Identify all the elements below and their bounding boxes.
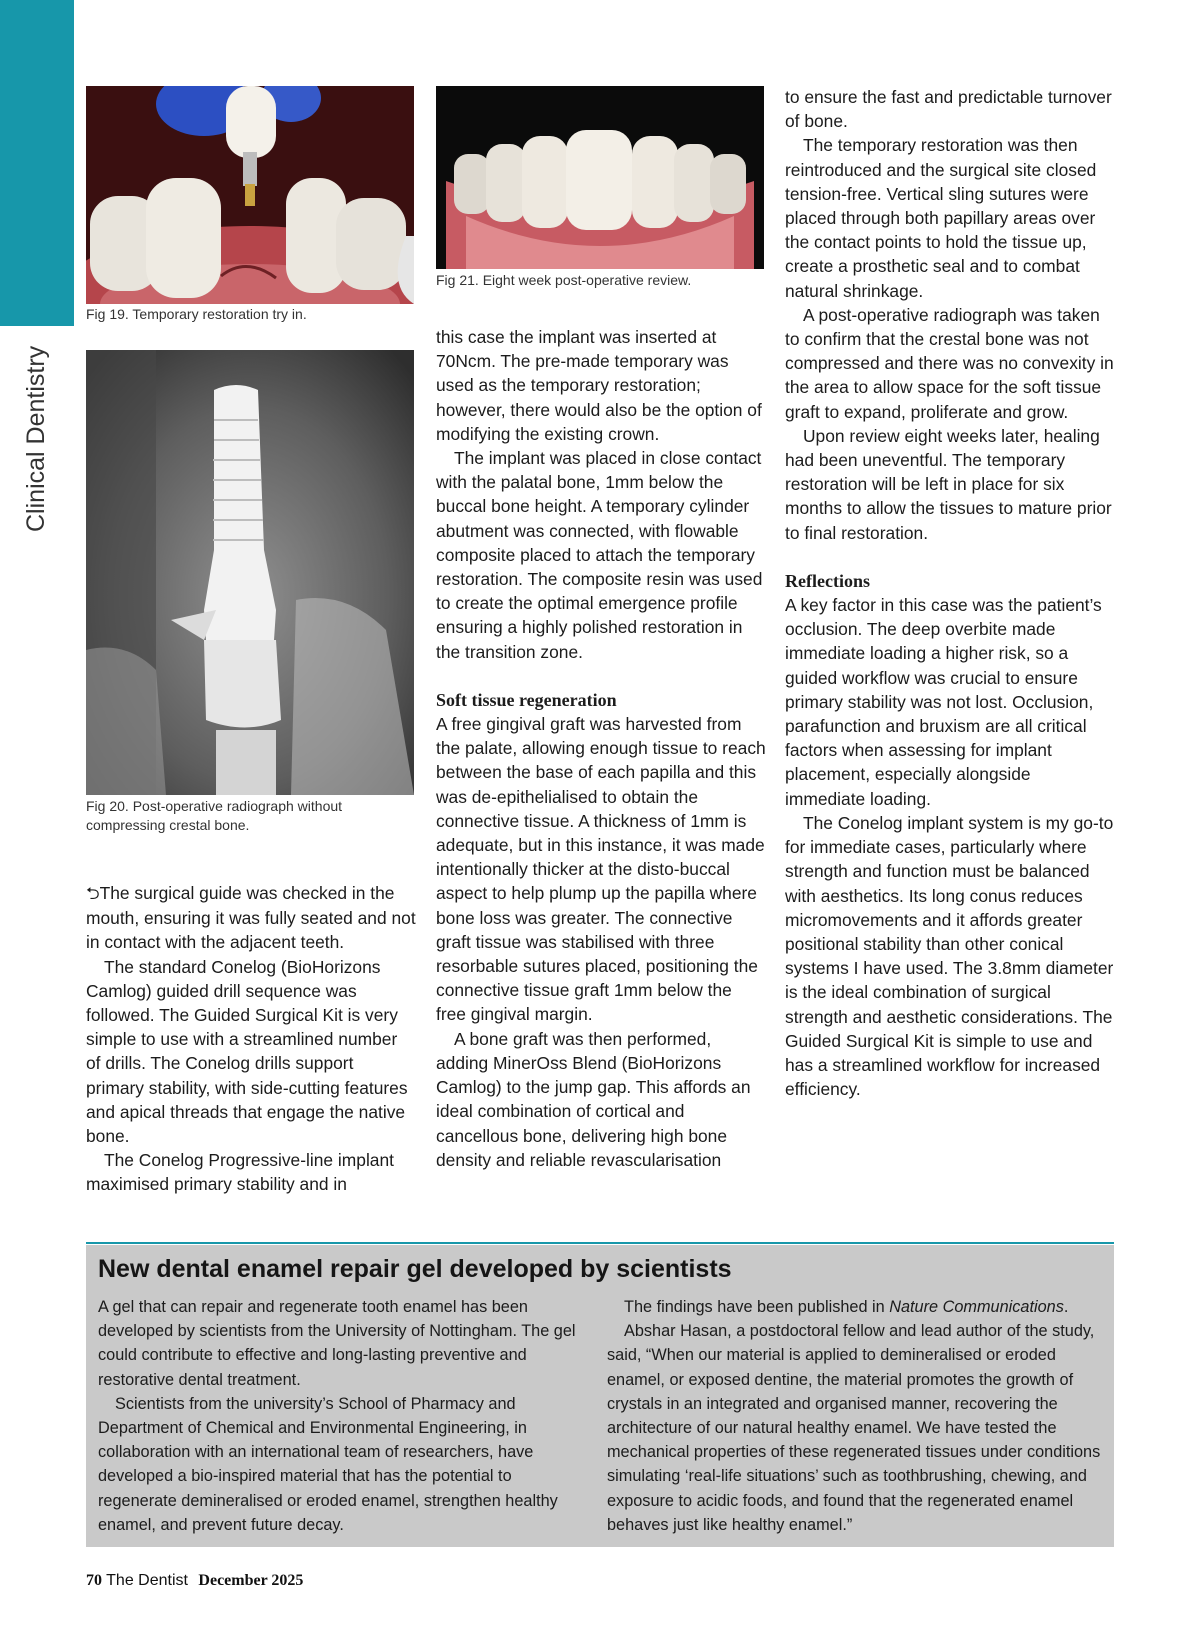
col3-paragraph: The Conelog implant system is my go-to for immediate cases, particularly where strength and function must be balanced with aesthetics. Its long conus reduces micromovements and it affords greater positional stability than other conical systems I have used. The 3.8mm diameter is the ideal combination of surgical strength and aesthetic considerations. The Guided Surgical Kit is simple to use and has a streamlined workflow for increased efficiency.: [785, 812, 1114, 1100]
fig21-caption: Fig 21. Eight week post-operative review.: [436, 272, 692, 288]
article-column-2: [436, 325, 766, 1172]
article-column-3: [785, 85, 1115, 1101]
fig21-photo: [436, 86, 764, 269]
news-box: [86, 1245, 1114, 1547]
section-heading-reflections: Reflections: [785, 570, 870, 591]
col1-paragraph: The Conelog Progressive-line implant maximised primary stability and in: [86, 1150, 394, 1195]
continued-arrow-icon: ⮌: [86, 884, 100, 903]
col3-paragraph: to ensure the fast and predictable turnover of bone.: [785, 87, 1112, 132]
col3-paragraph: The temporary restoration was then reintroduced and the surgical site closed tension-free. Vertical sling sutures were placed through both papillary areas over the contact points to hold the tissue up, create a prosthetic seal and to combat natural shrinkage.: [785, 135, 1097, 301]
fig20-radiograph: [86, 350, 414, 795]
col1-paragraph: ⮌The surgical guide was checked in the mouth, ensuring it was fully seated and not in contact with the adjacent teeth.: [86, 883, 416, 953]
journal-name: Nature Communications: [889, 1298, 1064, 1316]
col2-paragraph: The implant was placed in close contact with the palatal bone, 1mm below the buccal bone height. A temporary cylinder abutment was connected, with flowable composite placed to attach the temporary restoration. The composite resin was used to create the optimal emergence profile ensuring a highly polished restoration in the transition zone.: [436, 448, 763, 662]
issue-date: December 2025: [198, 1572, 304, 1589]
news-box-title: New dental enamel repair gel developed by scientists: [98, 1255, 732, 1283]
news-box-left-column: [98, 1295, 588, 1537]
magazine-name: The Dentist: [106, 1572, 188, 1589]
page-footer: [86, 1572, 303, 1590]
article-column-1: [86, 881, 416, 1197]
news-paragraph: A gel that can repair and regenerate tooth enamel has been developed by scientists from the University of Nottingham. The gel could contribute to effective and long-lasting preventive and restorative dental treatment.: [98, 1298, 576, 1389]
fig20-caption-line1: Fig 20. Post-operative radiograph without: [86, 798, 343, 814]
fig20-caption-line2: compressing crestal bone.: [86, 817, 250, 833]
col2-paragraph: A free gingival graft was harvested from the palate, allowing enough tissue to reach between the base of each papilla and this was de-epithelialised to obtain the connective tissue. A thickness of 1mm is adequate, but in this instance, it was made intentionally thicker at the disto-buccal aspect to help plump up the papilla where bone loss was greater. The connective graft tissue was stabilised with three resorbable sutures placed, positioning the connective tissue graft 1mm below the free gingival margin.: [436, 714, 766, 1025]
news-paragraph: Scientists from the university’s School of Pharmacy and Department of Chemical and Environmental Engineering, in collaboration with an international team of researchers, have developed a bio-inspired material that has the potential to regenerate demineralised or eroded enamel, strengthen healthy enamel, and prevent future decay.: [98, 1394, 558, 1534]
section-color-tab: [0, 0, 74, 326]
col1-paragraph: The standard Conelog (BioHorizons Camlog) guided drill sequence was followed. The Guided Surgical Kit is very simple to use with a streamlined number of drills. The Conelog drills support primary stability, with side-cutting features and apical threads that engage the native bone.: [86, 956, 408, 1147]
col3-paragraph: Upon review eight weeks later, healing had been uneventful. The temporary restoration will be left in place for six months to allow the tissues to mature prior to final restoration.: [785, 425, 1112, 543]
section-heading-soft-tissue: Soft tissue regeneration: [436, 689, 617, 710]
fig19-caption: Fig 19. Temporary restoration try in.: [86, 306, 307, 322]
col2-paragraph: this case the implant was inserted at 70Ncm. The pre-made temporary was used as the temporary restoration; however, there would also be the option of modifying the existing crown.: [436, 327, 762, 444]
fig19-photo: [86, 86, 414, 304]
news-paragraph: Abshar Hasan, a postdoctoral fellow and lead author of the study, said, “When our material is applied to demineralised or eroded enamel, or exposed dentine, the material promotes the growth of crystals in an integrated and organised manner, recovering the architecture of our natural healthy enamel. We have tested the mechanical properties of these regenerated tissues under conditions simulating ‘real-life situations’ such as toothbrushing, chewing, and exposure to acidic foods, and found that the regenerated enamel behaves just like healthy enamel.”: [607, 1322, 1101, 1534]
news-paragraph: The findings have been published in Nature Communications.: [624, 1298, 1069, 1316]
news-box-right-column: [607, 1295, 1105, 1537]
col3-paragraph: A key factor in this case was the patient’s occlusion. The deep overbite made immediate loading a higher risk, so a guided workflow was crucial to ensure primary stability was not lost. Occlusion, parafunction and bruxism are all critical factors when assessing for implant placement, especially alongside immediate loading.: [785, 595, 1102, 809]
col3-paragraph: A post-operative radiograph was taken to confirm that the crestal bone was not compressed and there was no convexity in the area to allow space for the soft tissue graft to expand, proliferate and grow.: [785, 304, 1114, 422]
section-label: Clinical Dentistry: [22, 345, 50, 532]
page-number: 70: [86, 1572, 102, 1589]
fig20-caption: [86, 797, 342, 835]
col2-paragraph: A bone graft was then performed, adding MinerOss Blend (BioHorizons Camlog) to the jump gap. This affords an ideal combination of cortical and cancellous bone, delivering high bone density and reliable revascularisation: [436, 1028, 751, 1170]
news-box-top-rule: [86, 1242, 1114, 1244]
